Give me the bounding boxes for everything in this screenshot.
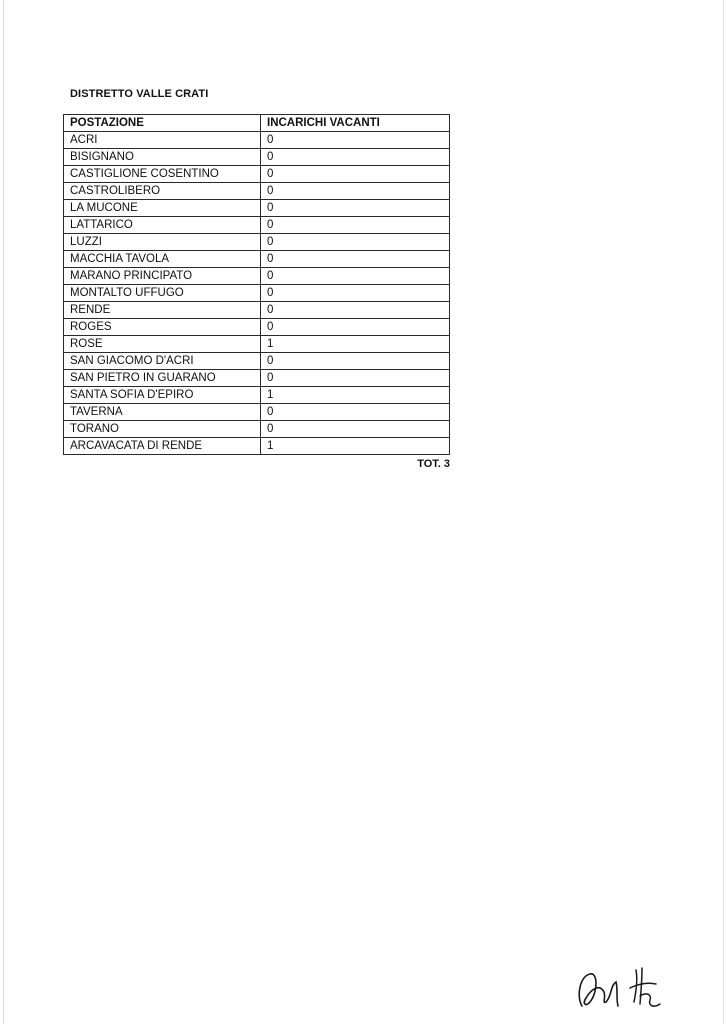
table-row (64, 404, 450, 421)
vacancies-cell: 1 (261, 336, 450, 353)
vacancy-table (63, 114, 450, 455)
vacancies-cell: 0 (261, 251, 450, 268)
vacancies-cell: 0 (261, 370, 450, 387)
location-cell: MACCHIA TAVOLA (64, 251, 261, 268)
handwritten-signature-icon (572, 958, 682, 1018)
vacancies-cell: 0 (261, 302, 450, 319)
location-cell: CASTIGLIONE COSENTINO (64, 166, 261, 183)
vacancies-cell: 0 (261, 319, 450, 336)
column-header-location: POSTAZIONE (64, 115, 261, 132)
location-cell: ROGES (64, 319, 261, 336)
table-row (64, 200, 450, 217)
vacancies-cell: 0 (261, 404, 450, 421)
table-header-row (64, 115, 450, 132)
table-row (64, 336, 450, 353)
location-cell: LUZZI (64, 234, 261, 251)
table-row (64, 421, 450, 438)
document-title: DISTRETTO VALLE CRATI (70, 88, 209, 100)
vacancies-cell: 0 (261, 421, 450, 438)
page-edge-left (3, 0, 4, 1024)
location-cell: CASTROLIBERO (64, 183, 261, 200)
location-cell: BISIGNANO (64, 149, 261, 166)
table-row (64, 302, 450, 319)
vacancies-cell: 0 (261, 353, 450, 370)
table-row (64, 268, 450, 285)
vacancies-cell: 0 (261, 268, 450, 285)
vacancies-cell: 1 (261, 387, 450, 404)
location-cell: SAN GIACOMO D'ACRI (64, 353, 261, 370)
table-row (64, 149, 450, 166)
location-cell: SANTA SOFIA D'EPIRO (64, 387, 261, 404)
location-cell: ARCAVACATA DI RENDE (64, 438, 261, 455)
table-row (64, 353, 450, 370)
vacancies-cell: 1 (261, 438, 450, 455)
location-cell: MARANO PRINCIPATO (64, 268, 261, 285)
total-label: TOT. 3 (417, 458, 450, 470)
vacancies-cell: 0 (261, 183, 450, 200)
vacancies-cell: 0 (261, 285, 450, 302)
location-cell: LA MUCONE (64, 200, 261, 217)
table-row (64, 234, 450, 251)
table-row (64, 319, 450, 336)
table-row (64, 251, 450, 268)
location-cell: RENDE (64, 302, 261, 319)
location-cell: ROSE (64, 336, 261, 353)
location-cell: MONTALTO UFFUGO (64, 285, 261, 302)
vacancies-cell: 0 (261, 132, 450, 149)
vacancies-cell: 0 (261, 166, 450, 183)
table-row (64, 217, 450, 234)
table-row (64, 166, 450, 183)
table-row (64, 438, 450, 455)
page-edge-right (723, 0, 724, 1024)
location-cell: TORANO (64, 421, 261, 438)
table-row (64, 387, 450, 404)
table-row (64, 285, 450, 302)
table-row (64, 370, 450, 387)
location-cell: TAVERNA (64, 404, 261, 421)
vacancies-cell: 0 (261, 200, 450, 217)
vacancies-cell: 0 (261, 149, 450, 166)
table-body (64, 132, 450, 455)
column-header-vacancies: INCARICHI VACANTI (261, 115, 450, 132)
vacancies-cell: 0 (261, 217, 450, 234)
vacancies-cell: 0 (261, 234, 450, 251)
location-cell: SAN PIETRO IN GUARANO (64, 370, 261, 387)
location-cell: LATTARICO (64, 217, 261, 234)
table-row (64, 132, 450, 149)
table-row (64, 183, 450, 200)
location-cell: ACRI (64, 132, 261, 149)
